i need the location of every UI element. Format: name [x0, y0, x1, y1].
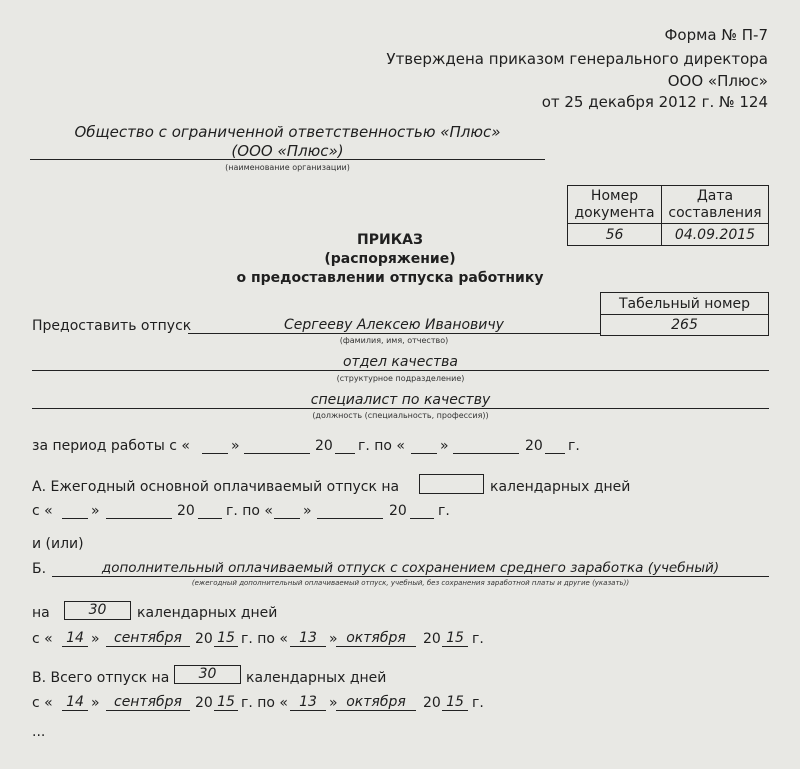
form-number: Форма № П-7: [664, 26, 768, 44]
section-a-days-label: календарных дней: [490, 479, 631, 495]
department-value: отдел качества: [342, 354, 458, 370]
and-or-label: и (или): [32, 536, 84, 552]
section-a-from: с «: [32, 503, 53, 519]
period-from-close-quote: »: [231, 438, 240, 454]
section-b-end: г.: [472, 631, 484, 647]
section-a-to: г. по «: [226, 503, 273, 519]
section-b-label: Б.: [32, 561, 47, 577]
section-c-to-month-line: [336, 710, 416, 711]
section-b-underline: [52, 576, 769, 577]
period-end: г.: [568, 438, 580, 454]
personnel-number-table: [600, 292, 769, 336]
section-c-to-year-line: [442, 710, 468, 711]
doc-date-header: Дата составления: [662, 186, 769, 224]
section-c-from-close-quote: »: [91, 695, 100, 711]
section-b-to-month: октября: [346, 630, 406, 646]
section-a-from-day-line: [62, 518, 88, 519]
doc-number-header: Номер документа: [568, 186, 662, 224]
period-to-label: г. по «: [358, 438, 405, 454]
section-c-to-close-quote: »: [329, 695, 338, 711]
personnel-number-value: 265: [601, 315, 769, 336]
approved-line-1: Утверждена приказом генерального директора: [386, 50, 768, 68]
employee-name-caption: (фамилия, имя, отчество): [339, 336, 449, 345]
period-to-year-prefix: 20: [525, 438, 543, 454]
section-a-from-year-prefix: 20: [177, 503, 195, 519]
section-c-from-day: 14: [66, 694, 84, 710]
section-b-from-day-line: [62, 646, 88, 647]
organization-caption: (наименование организации): [225, 163, 350, 172]
section-a-days-box: [419, 474, 484, 494]
section-a-to-year-prefix: 20: [389, 503, 407, 519]
period-from-day-line: [202, 453, 228, 454]
section-b-days: 30: [88, 602, 107, 618]
section-c-end: г.: [472, 695, 484, 711]
employee-name-underline: [188, 333, 600, 334]
doc-number-value: 56: [568, 224, 662, 246]
doc-date-value: 04.09.2015: [662, 224, 769, 246]
continuation-ellipsis: ...: [32, 724, 46, 740]
period-from-year-line: [335, 453, 355, 454]
period-from-month-line: [244, 453, 310, 454]
section-c-to-year: 15: [446, 694, 464, 710]
section-c-from-day-line: [62, 710, 88, 711]
title-instruction: (распоряжение): [324, 251, 456, 267]
department-caption: (структурное подразделение): [336, 374, 465, 383]
document-number-table: [567, 185, 769, 246]
section-b-to-day-line: [290, 646, 326, 647]
department-underline: [32, 370, 769, 371]
section-b-to-year-line: [442, 646, 468, 647]
section-c-from-year-line: [214, 710, 238, 711]
section-b-to-month-line: [336, 646, 416, 647]
section-a-to-year-line: [410, 518, 434, 519]
title-order: ПРИКАЗ: [357, 232, 423, 248]
section-c-to-year-prefix: 20: [423, 695, 441, 711]
section-b-leave-type: дополнительный оплачиваемый отпуск с сохранением среднего заработка (учебный): [101, 560, 720, 576]
section-b-from-year: 15: [217, 630, 235, 646]
section-c-to: г. по «: [241, 695, 288, 711]
period-from-year-prefix: 20: [315, 438, 333, 454]
section-c-to-day-line: [290, 710, 326, 711]
section-c-days: 30: [198, 666, 217, 682]
period-to-day-line: [411, 453, 437, 454]
section-c-to-day: 13: [299, 694, 317, 710]
personnel-number-header: Табельный номер: [601, 293, 769, 315]
section-b-to-year-prefix: 20: [423, 631, 441, 647]
section-b-from: с «: [32, 631, 53, 647]
grant-leave-label: Предоставить отпуск: [32, 318, 192, 334]
approved-line-3: от 25 декабря 2012 г. № 124: [541, 93, 768, 111]
title-subject: о предоставлении отпуска работнику: [236, 270, 544, 286]
section-a-label: А. Ежегодный основной оплачиваемый отпуск на: [32, 479, 400, 495]
position-value: специалист по качеству: [310, 392, 491, 408]
section-a-from-month-line: [106, 518, 172, 519]
section-b-from-close-quote: »: [91, 631, 100, 647]
section-c-from-year: 15: [217, 694, 235, 710]
section-c-label: В. Всего отпуск на: [32, 670, 170, 686]
period-to-close-quote: »: [440, 438, 449, 454]
section-b-caption: (ежегодный дополнительный оплачиваемый отпуск, учебный, без сохранения заработной платы и другие (указать)): [191, 579, 630, 587]
organization-underline: [30, 159, 545, 160]
section-b-to-day: 13: [299, 630, 317, 646]
section-c-from-month-line: [106, 710, 190, 711]
section-b-days-label: календарных дней: [137, 605, 278, 621]
approved-line-2: ООО «Плюс»: [667, 72, 768, 90]
section-b-from-year-prefix: 20: [195, 631, 213, 647]
section-b-from-month: сентября: [114, 630, 182, 646]
position-underline: [32, 408, 769, 409]
section-a-to-month-line: [317, 518, 383, 519]
employee-name: Сергееву Алексею Ивановичу: [284, 317, 504, 333]
section-b-to-year: 15: [446, 630, 464, 646]
section-a-end: г.: [438, 503, 450, 519]
section-a-to-day-line: [274, 518, 300, 519]
section-a-from-year-line: [198, 518, 222, 519]
section-c-from: с «: [32, 695, 53, 711]
period-to-year-line: [545, 453, 565, 454]
organization-name: Общество с ограниченной ответственностью «Плюс»: [74, 123, 501, 141]
section-c-from-month: сентября: [114, 694, 182, 710]
position-caption: (должность (специальность, профессия)): [312, 411, 489, 420]
section-a-from-close-quote: »: [91, 503, 100, 519]
section-c-from-year-prefix: 20: [195, 695, 213, 711]
section-c-to-month: октября: [346, 694, 406, 710]
section-c-days-label: календарных дней: [246, 670, 387, 686]
section-b-from-month-line: [106, 646, 190, 647]
section-b-on-label: на: [32, 605, 50, 621]
section-a-to-close-quote: »: [303, 503, 312, 519]
section-b-from-day: 14: [66, 630, 84, 646]
section-b-to: г. по «: [241, 631, 288, 647]
period-to-month-line: [453, 453, 519, 454]
section-b-to-close-quote: »: [329, 631, 338, 647]
section-b-from-year-line: [214, 646, 238, 647]
period-prefix: за период работы с «: [32, 438, 190, 454]
organization-short-name: (ООО «Плюс»): [231, 142, 344, 160]
